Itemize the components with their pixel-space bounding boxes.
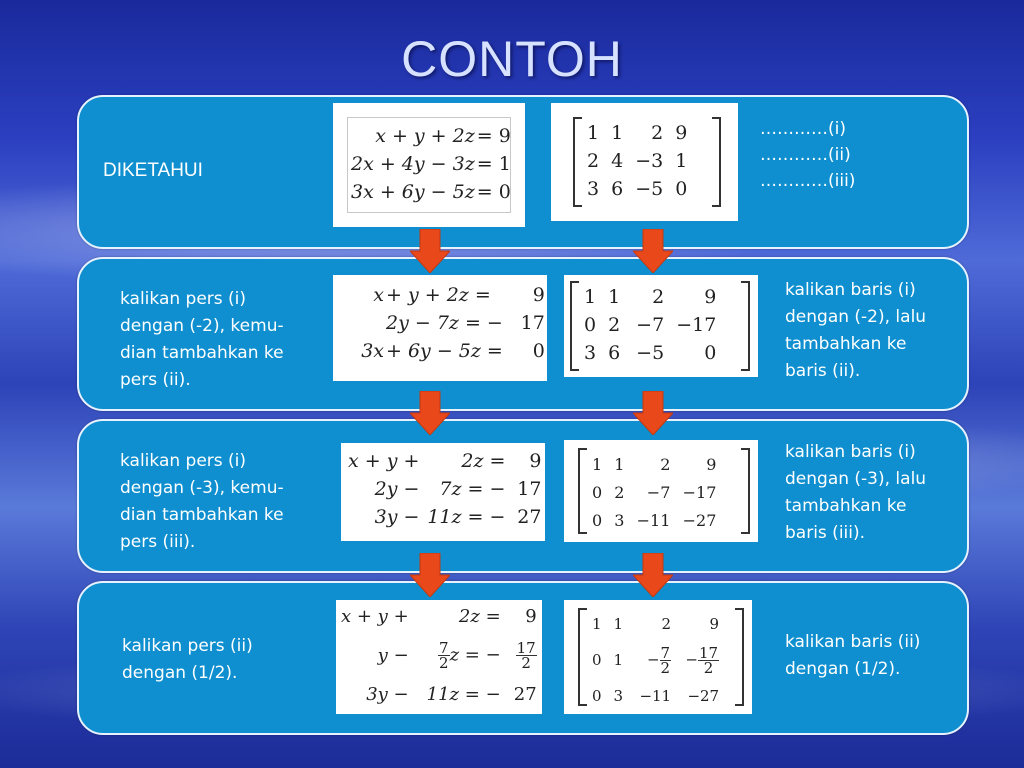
equation-rhs: = 0 bbox=[476, 181, 511, 203]
equation-rhs: 0 bbox=[532, 340, 545, 362]
equation-term: 3x bbox=[361, 340, 384, 362]
matrix-cell bbox=[629, 638, 677, 682]
down-arrow-icon bbox=[410, 553, 450, 597]
ref-i: …………(i) bbox=[760, 119, 846, 139]
matrix-cell: −3 bbox=[635, 150, 664, 172]
step4-left-text bbox=[122, 633, 253, 687]
numerator: 17 bbox=[699, 643, 719, 662]
fraction bbox=[698, 643, 719, 677]
text-line: dengan (-3), lalu bbox=[785, 469, 927, 489]
down-arrow-icon bbox=[410, 229, 450, 273]
equation-term: 3y − bbox=[366, 683, 409, 705]
text-line: dian tambahkan ke bbox=[120, 505, 284, 525]
equation-term: x bbox=[373, 284, 384, 306]
step3-matrix bbox=[564, 440, 758, 542]
step4-equations bbox=[336, 600, 542, 714]
numerator: 7 bbox=[439, 638, 449, 657]
equation-row bbox=[347, 503, 542, 531]
matrix-cell: 2 bbox=[614, 482, 625, 502]
equation-rhs: 9 bbox=[532, 284, 545, 306]
fraction bbox=[438, 638, 450, 672]
matrix-cell: −5 bbox=[635, 178, 664, 200]
text-line: baris (ii). bbox=[785, 361, 861, 381]
text-line: kalikan pers (ii) bbox=[122, 636, 253, 656]
matrix-cell: 6 bbox=[608, 342, 621, 364]
equation-rhs: 27 bbox=[513, 683, 537, 705]
text-line: dengan (1/2). bbox=[122, 663, 238, 683]
matrix-cell: 2 bbox=[661, 615, 672, 633]
text-line: dengan (-3), kemu- bbox=[120, 478, 284, 498]
equation-rhs: 17 bbox=[520, 312, 545, 334]
text-line: dengan (-2), kemu- bbox=[120, 316, 284, 336]
matrix-cell: 0 bbox=[584, 314, 597, 336]
matrix-cell: 1 bbox=[675, 150, 688, 172]
equation-term: 3y − bbox=[374, 506, 420, 528]
matrix-cell: 1 bbox=[592, 615, 602, 633]
text-line: tambahkan ke bbox=[785, 334, 907, 354]
matrix-cell: 0 bbox=[592, 651, 602, 669]
equation-row bbox=[347, 447, 542, 475]
step3-left-text bbox=[120, 448, 284, 556]
matrix-cell: 2 bbox=[587, 150, 600, 172]
text-line: kalikan baris (ii) bbox=[785, 632, 921, 652]
step4-right-text bbox=[785, 629, 920, 683]
matrix-cell: 4 bbox=[611, 150, 624, 172]
equation-row bbox=[340, 602, 538, 630]
equation-row bbox=[350, 122, 512, 150]
equation-term: 2y − 7z = − bbox=[386, 312, 503, 334]
down-arrow-icon bbox=[633, 391, 673, 435]
numerator: 7 bbox=[660, 643, 671, 662]
matrix-cell: −7 bbox=[636, 314, 665, 336]
matrix-cell bbox=[677, 638, 725, 682]
equation-term: 2y − bbox=[374, 478, 420, 500]
step3-equations bbox=[341, 443, 545, 541]
equation-term: x + y + bbox=[341, 605, 409, 627]
matrix-cell: 1 bbox=[608, 286, 621, 308]
equation-row bbox=[350, 178, 512, 206]
denominator: 2 bbox=[521, 653, 531, 672]
matrix-cell: 0 bbox=[592, 687, 602, 705]
equation-rhs: = 1 bbox=[476, 153, 511, 175]
matrix-cell: 3 bbox=[587, 178, 600, 200]
matrix-cell: 2 bbox=[660, 454, 671, 474]
equation-term: 2z = bbox=[458, 605, 501, 627]
text-line: dengan (-2), lalu bbox=[785, 307, 927, 327]
matrix-cell: 1 bbox=[613, 615, 624, 633]
given-matrix bbox=[551, 103, 738, 221]
matrix-cell: 1 bbox=[614, 454, 625, 474]
equation-lhs: 2x + 4y − 3z bbox=[351, 153, 475, 175]
ref-iii: …………(iii) bbox=[760, 171, 856, 191]
matrix-cell: 0 bbox=[704, 342, 717, 364]
ref-ii: …………(ii) bbox=[760, 145, 851, 165]
matrix-cell: 3 bbox=[584, 342, 597, 364]
step2-left-text bbox=[120, 286, 284, 394]
down-arrow-icon bbox=[410, 391, 450, 435]
matrix-cell: −5 bbox=[636, 342, 665, 364]
text-line: kalikan pers (i) bbox=[120, 451, 247, 471]
matrix-cell: −27 bbox=[682, 510, 717, 530]
matrix-cell: 0 bbox=[592, 482, 603, 502]
matrix-cell: 3 bbox=[614, 510, 625, 530]
text-line: dengan (1/2). bbox=[785, 659, 901, 679]
equation-term: 11z = − bbox=[427, 506, 506, 528]
equation-rhs: 17 bbox=[517, 478, 542, 500]
matrix-cell: 6 bbox=[611, 178, 624, 200]
equation-row bbox=[340, 680, 538, 708]
text-line: kalikan baris (i) bbox=[785, 280, 916, 300]
matrix-cell: 0 bbox=[592, 510, 603, 530]
equation-term: z = − bbox=[449, 644, 501, 665]
equation-term: + 6y − 5z = bbox=[386, 340, 503, 362]
matrix-cell: 1 bbox=[613, 651, 624, 669]
matrix-cell: 9 bbox=[706, 454, 717, 474]
matrix-cell: 9 bbox=[704, 286, 717, 308]
equation-rhs: 9 bbox=[525, 605, 537, 627]
equation-term: + y + 2z = bbox=[386, 284, 491, 306]
equation-rhs: = 9 bbox=[476, 125, 511, 147]
matrix-cell: 2 bbox=[651, 122, 664, 144]
minus-sign: − bbox=[646, 650, 660, 668]
down-arrow-icon bbox=[633, 229, 673, 273]
step2-equations bbox=[333, 275, 547, 381]
matrix-cell: −7 bbox=[646, 482, 671, 502]
equation-rhs: 9 bbox=[529, 450, 542, 472]
denominator: 2 bbox=[703, 658, 714, 677]
text-line: kalikan pers (i) bbox=[120, 289, 247, 309]
step2-right-text bbox=[785, 277, 926, 385]
text-line: baris (iii). bbox=[785, 523, 866, 543]
equation-row bbox=[340, 630, 538, 680]
denominator: 2 bbox=[660, 658, 671, 677]
matrix-cell: 2 bbox=[608, 314, 621, 336]
equation-term: x + y + bbox=[348, 450, 420, 472]
down-arrow-icon bbox=[633, 553, 673, 597]
equation-term: 7z = − bbox=[439, 478, 506, 500]
text-line: dian tambahkan ke bbox=[120, 343, 284, 363]
matrix-cell: 3 bbox=[613, 687, 624, 705]
matrix-cell: −17 bbox=[676, 314, 717, 336]
equation-lhs: 3x + 6y − 5z bbox=[351, 181, 475, 203]
text-line: kalikan baris (i) bbox=[785, 442, 916, 462]
matrix-cell: −11 bbox=[639, 687, 672, 705]
matrix-cell: −17 bbox=[682, 482, 717, 502]
equation-row bbox=[341, 337, 546, 365]
matrix-cell: 2 bbox=[652, 286, 665, 308]
matrix-cell: −27 bbox=[687, 687, 720, 705]
step2-matrix bbox=[564, 275, 758, 377]
equation-row bbox=[347, 475, 542, 503]
equation-row bbox=[350, 150, 512, 178]
minus-sign: − bbox=[685, 650, 698, 668]
text-line: pers (ii). bbox=[120, 370, 191, 390]
matrix-cell: −11 bbox=[636, 510, 671, 530]
numerator: 17 bbox=[516, 638, 536, 657]
step3-right-text bbox=[785, 439, 926, 547]
equation-rhs: 27 bbox=[517, 506, 542, 528]
matrix-cell: 9 bbox=[709, 615, 720, 633]
matrix-cell: 1 bbox=[584, 286, 597, 308]
matrix-cell: 1 bbox=[611, 122, 624, 144]
slide-title: CONTOH bbox=[401, 31, 623, 87]
given-equations bbox=[333, 103, 525, 227]
equation-lhs: x + y + 2z bbox=[375, 125, 475, 147]
equation-row bbox=[341, 309, 546, 337]
matrix-cell: 0 bbox=[675, 178, 688, 200]
fraction bbox=[516, 638, 537, 672]
equation-term: 2z = bbox=[461, 450, 506, 472]
text-line: pers (iii). bbox=[120, 532, 196, 552]
given-label: DIKETAHUI bbox=[103, 160, 203, 181]
text-line: tambahkan ke bbox=[785, 496, 907, 516]
step4-matrix bbox=[564, 600, 752, 714]
equation-term: 11z = − bbox=[426, 683, 501, 705]
matrix-cell: 1 bbox=[592, 454, 603, 474]
denominator: 2 bbox=[439, 653, 449, 672]
matrix-cell: 9 bbox=[675, 122, 688, 144]
matrix-cell: 1 bbox=[587, 122, 600, 144]
equation-refs bbox=[760, 116, 855, 194]
equation-row bbox=[341, 281, 546, 309]
fraction bbox=[660, 643, 672, 677]
equation-term: y − bbox=[377, 644, 409, 666]
